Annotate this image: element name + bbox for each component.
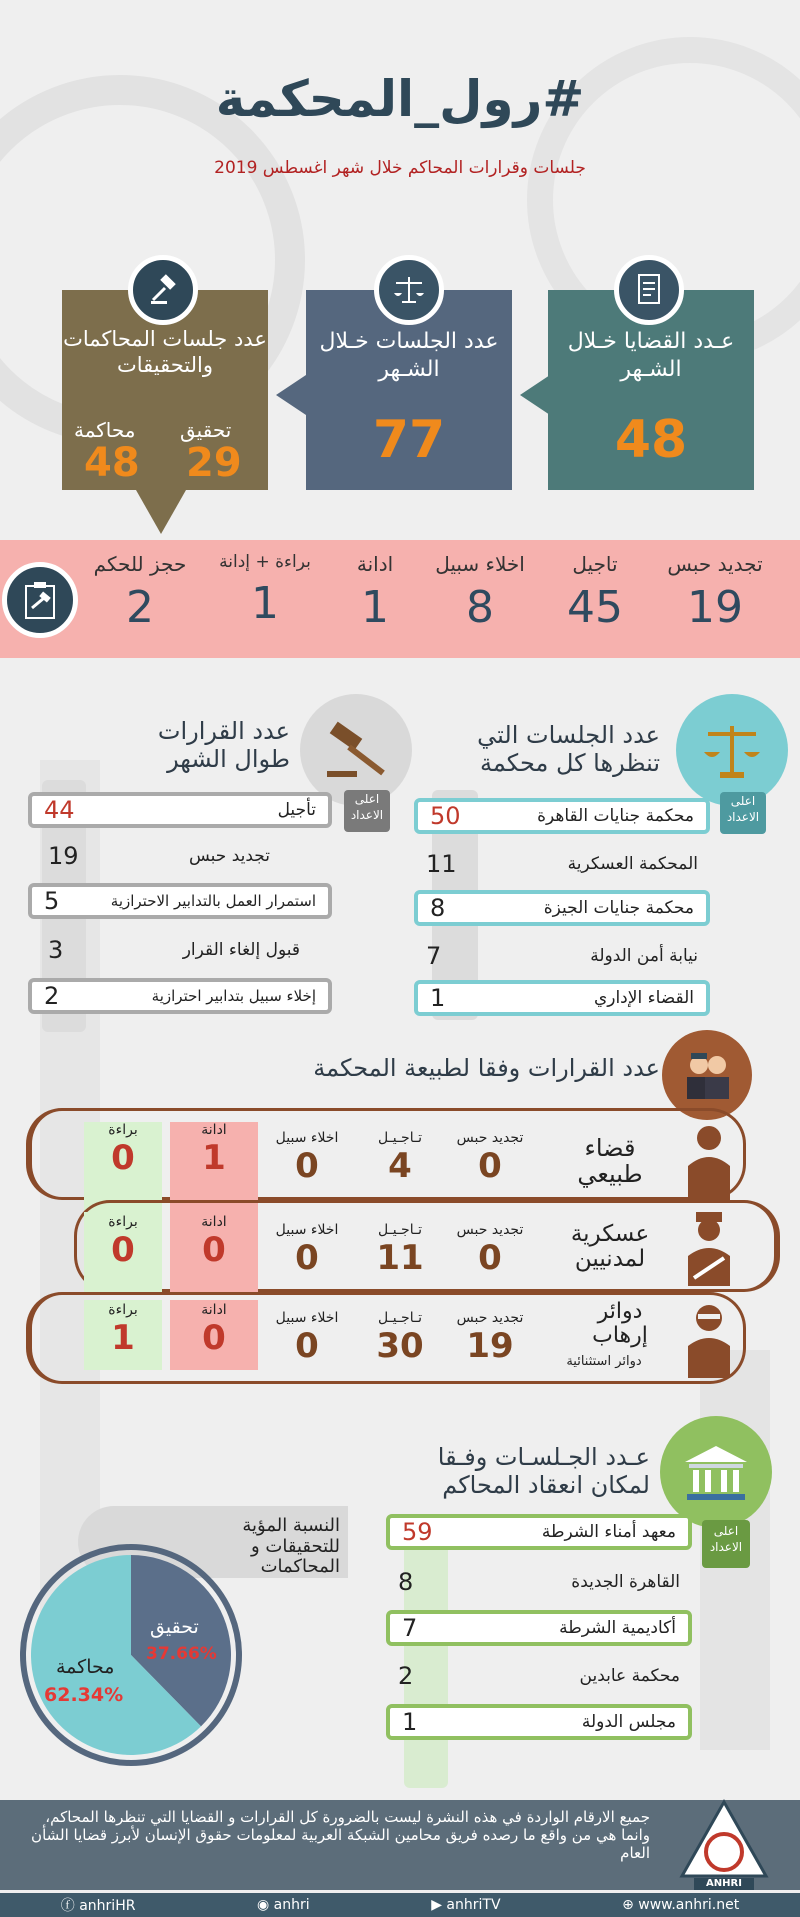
youtube-handle: anhriTV <box>446 1897 501 1913</box>
nature-value: 0 <box>295 1146 319 1186</box>
outcome-label: ادانة <box>356 552 394 576</box>
court-row <box>414 938 710 974</box>
outcome-value: 1 <box>251 578 279 629</box>
outcome-label: حجز للحكم <box>93 552 187 576</box>
soldier-icon <box>684 1208 734 1292</box>
cases-card-pointer <box>520 375 550 415</box>
nature-row-label: دوائر إرهاب <box>592 1299 648 1349</box>
nature-col-label: تـاجـيـل <box>378 1130 422 1146</box>
outcome-label: براءة + إدانة <box>219 552 311 572</box>
nature-acquit <box>84 1122 162 1178</box>
court-label: نيابة أمن الدولة <box>590 946 698 966</box>
trial-label: محاكمة <box>74 418 136 442</box>
outcome-label: اخلاء سبيل <box>435 552 525 576</box>
nature-value: 1 <box>202 1138 226 1178</box>
nature-row-sublabel: دوائر استثنائية <box>566 1354 642 1369</box>
footer <box>0 1893 800 1917</box>
outcome-renew <box>650 552 780 633</box>
gavel-icon <box>128 255 198 325</box>
cases-card-label: عـدد القضايا خـلال الشـهر <box>567 329 735 382</box>
nature-col-label: تجديد حبس <box>456 1310 524 1326</box>
investigation-value: 29 <box>186 440 242 486</box>
nature-col-label: ادانة <box>201 1122 227 1138</box>
pie-label-trial: محاكمة <box>56 1656 115 1678</box>
nature-release <box>262 1130 352 1186</box>
nature-col-label: براءة <box>108 1302 138 1318</box>
courts-top-badge: اعلى الاعداد <box>720 792 766 834</box>
cases-card-value: 48 <box>614 410 688 470</box>
nature-acquit <box>84 1214 162 1270</box>
anhri-logo-text: ANHRI <box>706 1878 742 1889</box>
decision-value: 5 <box>44 887 60 915</box>
decision-label: استمرار العمل بالتدابير الاحترازية <box>110 892 316 910</box>
nature-value: 0 <box>111 1138 135 1178</box>
place-row <box>386 1514 692 1550</box>
court-row <box>414 980 710 1016</box>
documents-icon <box>614 255 684 325</box>
place-row <box>386 1704 692 1740</box>
court-label: القضاء الإداري <box>593 988 694 1008</box>
outcome-value: 8 <box>466 582 494 633</box>
outcome-value: 19 <box>687 582 743 633</box>
nature-renew <box>450 1130 530 1186</box>
nature-col-label: تجديد حبس <box>456 1130 524 1146</box>
investigation-label: تحقيق <box>180 418 232 442</box>
court-label: المحكمة العسكرية <box>567 854 698 874</box>
nature-postpone <box>360 1310 440 1366</box>
pie-chart-title: النسبة المؤية للتحقيقات و المحاكمات <box>242 1515 340 1578</box>
courthouse-icon <box>660 1416 772 1528</box>
nature-col-label: اخلاء سبيل <box>275 1310 339 1326</box>
court-value: 8 <box>430 894 446 922</box>
places-top-badge: اعلى الاعداد <box>702 1520 750 1568</box>
nature-value: 0 <box>478 1146 502 1186</box>
nature-value: 0 <box>478 1238 502 1278</box>
decision-row <box>28 792 332 828</box>
outcome-convict <box>330 552 420 633</box>
person-icon <box>684 1122 734 1206</box>
decisions-title: عدد القرارات طوال الشهر <box>157 717 290 773</box>
footer-twitter[interactable]: ◉ anhri <box>257 1897 310 1913</box>
nature-value: 19 <box>466 1326 514 1366</box>
nature-convict <box>170 1302 258 1358</box>
nature-col-label: تـاجـيـل <box>378 1222 422 1238</box>
court-label: محكمة جنايات الجيزة <box>543 898 694 918</box>
decision-label: تأجيل <box>277 800 316 820</box>
nature-col-label: براءة <box>108 1214 138 1230</box>
outcome-postpone <box>540 552 650 633</box>
place-value: 8 <box>398 1568 414 1596</box>
nature-title: عدد القرارات وفقا لطبيعة المحكمة <box>313 1054 660 1082</box>
places-title: عـدد الجـلسـات وفـقا لمكان انعقاد المحاكم <box>437 1443 650 1499</box>
place-value: 59 <box>402 1518 433 1546</box>
decision-label: تجديد حبس <box>189 846 270 866</box>
footer-youtube[interactable]: ▶ anhriTV <box>431 1897 501 1913</box>
clipboard-gavel-icon <box>2 562 78 638</box>
outcome-value: 1 <box>361 582 389 633</box>
court-row <box>414 890 710 926</box>
court-value: 11 <box>426 850 457 878</box>
court-value: 7 <box>426 942 442 970</box>
place-label: مجلس الدولة <box>581 1712 676 1732</box>
outcome-label: تجديد حبس <box>667 552 763 576</box>
decision-row <box>28 932 332 968</box>
page-subtitle: جلسات وقرارات المحاكم خلال شهر اغسطس 2019 <box>214 158 586 178</box>
decision-label: قبول إلغاء القرار <box>182 940 300 960</box>
sessions-card-label: عدد الجلسات خـلال الشـهر <box>319 329 499 382</box>
decision-row <box>28 838 332 874</box>
decision-row <box>28 978 332 1014</box>
places-column-band <box>404 1514 448 1788</box>
court-row <box>414 846 710 882</box>
nature-col-label: تـاجـيـل <box>378 1310 422 1326</box>
nature-col-label: اخلاء سبيل <box>275 1222 339 1238</box>
outcome-release <box>420 552 540 633</box>
nature-value: 0 <box>202 1318 226 1358</box>
nature-value: 0 <box>111 1230 135 1270</box>
disclaimer: جميع الارقام الواردة في هذه النشرة ليست بالضرورة كل القرارات و القضايا التي تنظرها المحاكم، وانما هي من واقع ما رصده فريق محامين الشبكة العربية لمعلومات حقوق الإنسان لأبرز قضايا الشأن العام <box>0 1800 800 1890</box>
outcome-value: 2 <box>126 582 154 633</box>
court-row <box>414 798 710 834</box>
decision-value: 3 <box>48 936 64 964</box>
place-row <box>386 1610 692 1646</box>
outcome-value: 45 <box>567 582 623 633</box>
nature-value: 0 <box>295 1326 319 1366</box>
court-value: 1 <box>430 984 446 1012</box>
scales-large-icon <box>676 694 788 806</box>
court-value: 50 <box>430 802 461 830</box>
courts-title: عدد الجلسات التي تنظرها كل محكمة <box>477 721 660 777</box>
decision-label: إخلاء سبيل بتدابير احترازية <box>151 987 316 1005</box>
facebook-handle: anhriHR <box>79 1898 136 1914</box>
sessions-card-pointer <box>276 375 306 415</box>
outcome-label: تاجيل <box>572 552 618 576</box>
nature-row-label: عسكرية لمدنيين <box>570 1221 650 1273</box>
nature-convict <box>170 1122 258 1178</box>
outcome-acquit-convict <box>200 552 330 629</box>
decision-row <box>28 883 332 919</box>
place-value: 2 <box>398 1662 414 1690</box>
nature-col-label: براءة <box>108 1122 138 1138</box>
nature-col-label: ادانة <box>201 1302 227 1318</box>
trials-card-label: عدد جلسات المحاكمات والتحقيقات <box>63 327 267 378</box>
scales-icon <box>374 255 444 325</box>
sessions-card-value: 77 <box>372 410 446 470</box>
pie-value-investigation: 37.66% <box>146 1644 217 1664</box>
twitter-handle: anhri <box>273 1897 310 1913</box>
masked-person-icon <box>684 1300 734 1384</box>
place-row <box>386 1658 692 1694</box>
nature-value: 11 <box>376 1238 424 1278</box>
website-url: www.anhri.net <box>638 1897 740 1913</box>
nature-acquit <box>84 1302 162 1358</box>
trials-card-pointer <box>136 490 186 534</box>
nature-value: 0 <box>202 1230 226 1270</box>
decision-value: 19 <box>48 842 79 870</box>
nature-value: 30 <box>376 1326 424 1366</box>
decisions-top-badge: اعلى الاعداد <box>344 790 390 832</box>
judges-icon <box>662 1030 752 1120</box>
nature-value: 0 <box>295 1238 319 1278</box>
nature-col-label: اخلاء سبيل <box>275 1130 339 1146</box>
court-label: محكمة جنايات القاهرة <box>537 806 694 826</box>
page-title: #رول_المحكمة <box>215 70 585 128</box>
place-label: القاهرة الجديدة <box>571 1572 680 1592</box>
place-label: محكمة عابدين <box>579 1666 680 1686</box>
nature-renew <box>450 1310 530 1366</box>
nature-value: 1 <box>111 1318 135 1358</box>
nature-postpone <box>360 1130 440 1186</box>
place-label: أكاديمية الشرطة <box>559 1618 676 1638</box>
nature-value: 4 <box>388 1146 412 1186</box>
nature-release <box>262 1222 352 1278</box>
footer-website[interactable]: ⊕ www.anhri.net <box>622 1897 740 1913</box>
pie-value-trial: 62.34% <box>44 1684 124 1706</box>
decision-value: 2 <box>44 982 60 1010</box>
nature-col-label: ادانة <box>201 1214 227 1230</box>
anhri-logo <box>676 1796 772 1892</box>
nature-col-label: تجديد حبس <box>456 1222 524 1238</box>
nature-release <box>262 1310 352 1366</box>
nature-renew <box>450 1222 530 1278</box>
place-row <box>386 1564 692 1600</box>
footer-facebook[interactable]: ⓕ anhriHR <box>60 1898 136 1914</box>
place-label: معهد أمناء الشرطة <box>541 1522 676 1542</box>
outcome-reserved <box>80 552 200 633</box>
trial-value: 48 <box>84 440 140 486</box>
nature-postpone <box>360 1222 440 1278</box>
decision-value: 44 <box>44 796 75 824</box>
nature-row-label: قضاء طبيعي <box>577 1134 643 1189</box>
place-value: 7 <box>402 1614 418 1642</box>
nature-convict <box>170 1214 258 1270</box>
pie-label-investigation: تحقيق <box>150 1616 199 1638</box>
place-value: 1 <box>402 1708 418 1736</box>
